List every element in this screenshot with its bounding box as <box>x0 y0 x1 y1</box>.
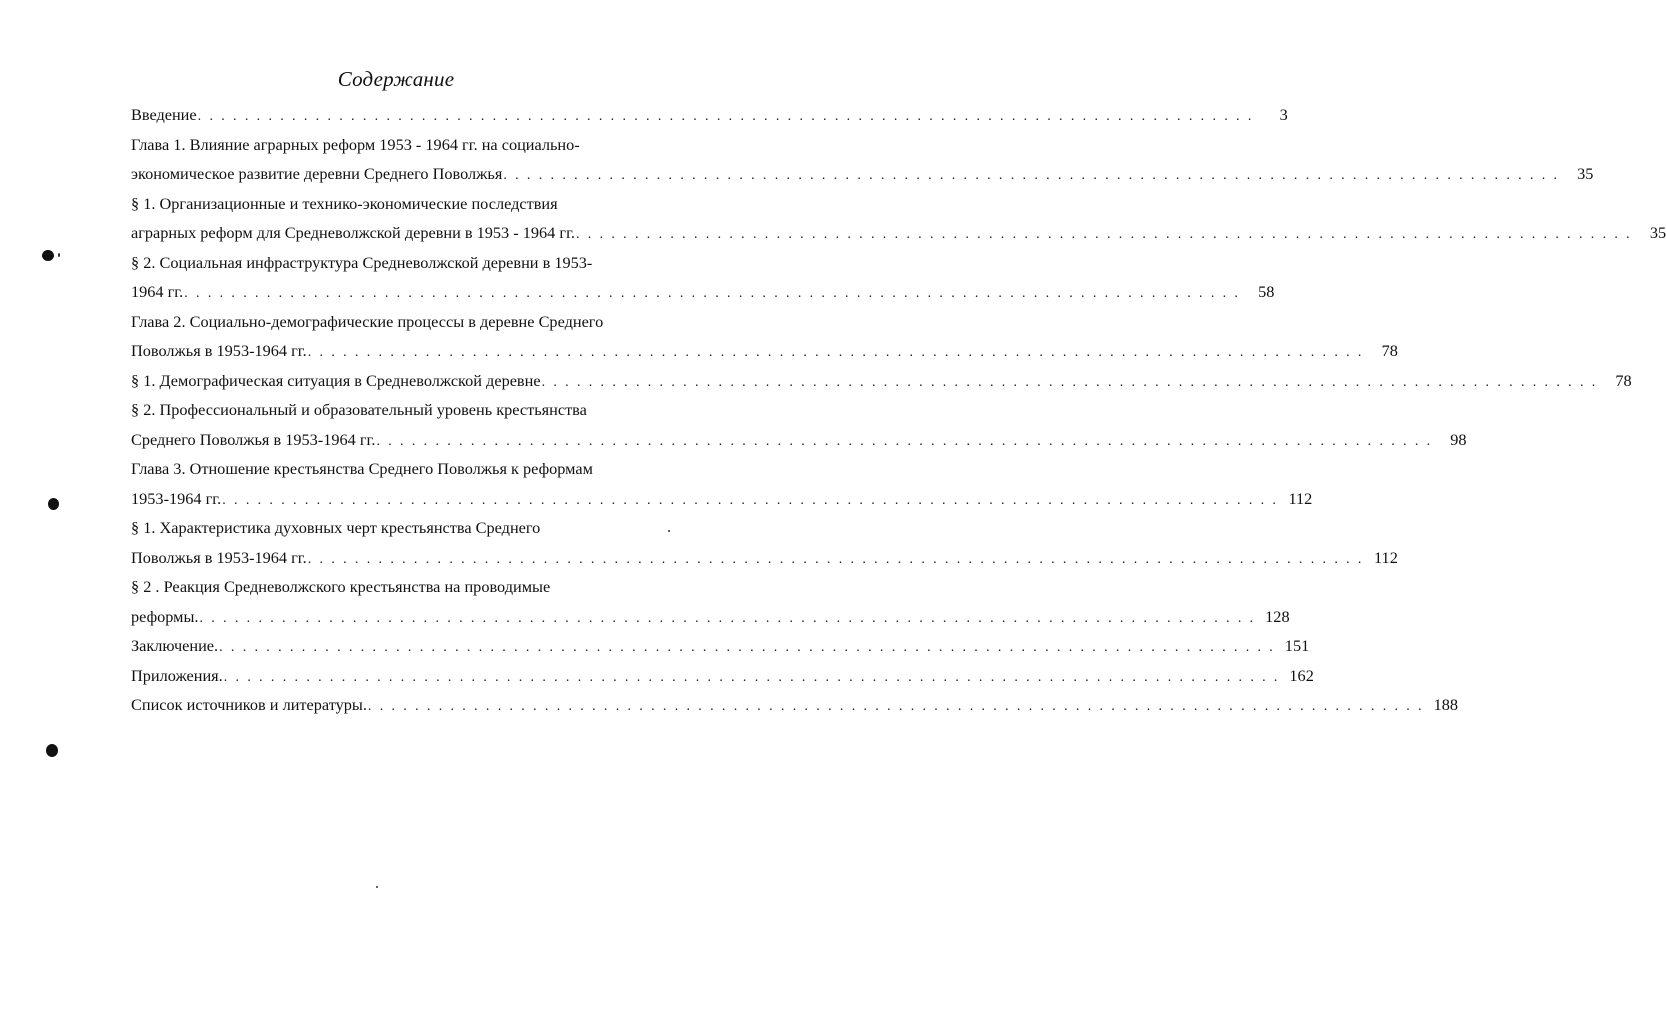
punch-hole-mark <box>48 498 59 510</box>
toc-entry-text: 1953-1964 гг. <box>131 488 222 508</box>
punch-hole-mark <box>42 250 54 261</box>
toc-entry-text: 1964 гг. <box>131 282 184 301</box>
dot-leader: . . . . . . . . . . . . . . . . . . . . . . . . . . . . . . . . . . . . . . . . . . . . . . . . . . . . . . . . . . . . . . . . . . . . . . . . . . . . . . . . . . . . . . . . . . <box>223 669 1280 685</box>
toc-page-number: 162 <box>1289 665 1314 685</box>
toc-page-number: 128 <box>1265 606 1290 626</box>
toc-entry-text: Список источников и литературы. <box>131 695 367 714</box>
toc-page-number: 112 <box>1374 547 1398 567</box>
toc-entry-text: Поволжья в 1953-1964 гг. <box>131 341 307 360</box>
scan-speck <box>58 253 60 257</box>
dot-leader: . . . . . . . . . . . . . . . . . . . . . . . . . . . . . . . . . . . . . . . . . . . . . . . . . . . . . . . . . . . . . . . . . . . . . . . . . . . . . . . . . . . . . . . . . . <box>541 374 1598 390</box>
toc-entry-text: Среднего Поволжья в 1953-1964 гг. <box>131 429 376 449</box>
toc-entry-text: аграрных реформ для Средневолжской деревни в 1953 - 1964 гг. <box>131 223 575 242</box>
toc-entry-line-last <box>131 100 1288 130</box>
toc-entry-line-last <box>131 159 1594 189</box>
dot-leader: . . . . . . . . . . . . . . . . . . . . . . . . . . . . . . . . . . . . . . . . . . . . . . . . . . . . . . . . . . . . . . . . . . . . . . . . . . . . . . . . . . . . . . . . . . <box>503 168 1560 183</box>
toc-page-number: 35 <box>1577 164 1594 183</box>
toc-page-number: 3 <box>1279 105 1288 124</box>
toc-entry-line: § 1. Характеристика духовных черт крестьянства Среднего <box>131 518 541 537</box>
toc-entry-line: § 1. Организационные и технико-экономические последствия <box>131 193 558 213</box>
toc-page-number: 188 <box>1433 695 1458 714</box>
toc-entry-text: Поволжья в 1953-1964 гг. <box>131 547 307 567</box>
dot-leader: . . . . . . . . . . . . . . . . . . . . . . . . . . . . . . . . . . . . . . . . . . . . . . . . . . . . . . . . . . . . . . . . . . . . . . . . . . . . . . . . . . . . . . . . . . <box>219 640 1276 655</box>
toc-page-number: 78 <box>1615 370 1632 390</box>
toc-entry-line-last <box>131 631 1310 661</box>
toc-entry-line-last <box>131 661 1314 691</box>
toc-entry-line: Глава 1. Влияние аграрных реформ 1953 - 1964 гг. на социально- <box>131 134 580 154</box>
toc-entry-text: реформы. <box>131 606 199 626</box>
toc-page-number: 151 <box>1284 636 1310 655</box>
toc-entry-line-last <box>131 602 1290 632</box>
toc-page-number: 58 <box>1258 282 1275 301</box>
dot-leader: . . . . . . . . . . . . . . . . . . . . . . . . . . . . . . . . . . . . . . . . . . . . . . . . . . . . . . . . . . . . . . . . . . . . . . . . . . . . . . . . . . . . . . . . . . <box>376 433 1433 449</box>
toc-entry-line-last <box>131 336 1398 366</box>
toc-entry-line-last <box>131 543 1398 573</box>
toc-entry-line-last <box>131 218 1666 248</box>
dot-leader: . . . . . . . . . . . . . . . . . . . . . . . . . . . . . . . . . . . . . . . . . . . . . . . . . . . . . . . . . . . . . . . . . . . . . . . . . . . . . . . . . . . . . . . . . . <box>222 492 1279 508</box>
toc-entry-line: § 2 . Реакция Средневолжского крестьянства на проводимые <box>131 577 551 596</box>
toc-entry-text: Приложения. <box>131 665 223 685</box>
toc-entry-text: § 1. Демографическая ситуация в Средневолжской деревне <box>131 370 541 390</box>
toc-entry-line-last <box>131 690 1458 720</box>
toc-page-number: 78 <box>1381 341 1398 360</box>
dot-leader: . . . . . . . . . . . . . . . . . . . . . . . . . . . . . . . . . . . . . . . . . . . . . . . . . . . . . . . . . . . . . . . . . . . . . . . . . . . . . . . . . . . . . . . . . . <box>307 345 1364 360</box>
toc-page-number: 112 <box>1288 488 1313 508</box>
toc-entry-line-last <box>131 484 1313 514</box>
toc-entry-line: § 2. Социальная инфраструктура Средневолжской деревни в 1953- <box>131 252 593 272</box>
dot-leader: . . . . . . . . . . . . . . . . . . . . . . . . . . . . . . . . . . . . . . . . . . . . . . . . . . . . . . . . . . . . . . . . . . . . . . . . . . . . . . . . . . . . . . . . . . <box>197 109 1254 124</box>
toc-entry-text: экономическое развитие деревни Среднего Поволжья <box>131 164 503 183</box>
toc-page-number: 98 <box>1450 429 1467 449</box>
toc-entry-line: § 2. Профессиональный и образовательный уровень крестьянства <box>131 400 587 419</box>
toc-entry-line: Глава 3. Отношение крестьянства Среднего Поволжья к реформам <box>131 459 593 478</box>
dot-leader: . . . . . . . . . . . . . . . . . . . . . . . . . . . . . . . . . . . . . . . . . . . . . . . . . . . . . . . . . . . . . . . . . . . . . . . . . . . . . . . . . . . . . . . . . . <box>184 286 1241 301</box>
toc-entry-line: Глава 2. Социально-демографические процессы в деревне Среднего <box>131 311 604 331</box>
dot-leader: . . . . . . . . . . . . . . . . . . . . . . . . . . . . . . . . . . . . . . . . . . . . . . . . . . . . . . . . . . . . . . . . . . . . . . . . . . . . . . . . . . . . . . . . . . <box>307 551 1364 567</box>
dot-leader: . . . . . . . . . . . . . . . . . . . . . . . . . . . . . . . . . . . . . . . . . . . . . . . . . . . . . . . . . . . . . . . . . . . . . . . . . . . . . . . . . . . . . . . . . . <box>199 610 1256 626</box>
table-of-contents <box>131 100 1666 720</box>
dot-leader: . . . . . . . . . . . . . . . . . . . . . . . . . . . . . . . . . . . . . . . . . . . . . . . . . . . . . . . . . . . . . . . . . . . . . . . . . . . . . . . . . . . . . . . . . . <box>575 227 1633 242</box>
toc-entry-line-last <box>131 425 1467 455</box>
scan-speck <box>376 886 378 888</box>
scan-speck <box>668 530 670 532</box>
punch-hole-mark <box>46 744 58 757</box>
toc-entry-text: Заключение. <box>131 636 219 655</box>
toc-entry-line-last <box>131 366 1632 396</box>
page-title: Содержание <box>337 67 455 91</box>
dot-leader: . . . . . . . . . . . . . . . . . . . . . . . . . . . . . . . . . . . . . . . . . . . . . . . . . . . . . . . . . . . . . . . . . . . . . . . . . . . . . . . . . . . . . . . . . . <box>367 699 1424 714</box>
toc-entry-line-last <box>131 277 1275 307</box>
toc-page-number: 35 <box>1649 223 1666 242</box>
toc-entry-text: Введение <box>131 105 197 124</box>
